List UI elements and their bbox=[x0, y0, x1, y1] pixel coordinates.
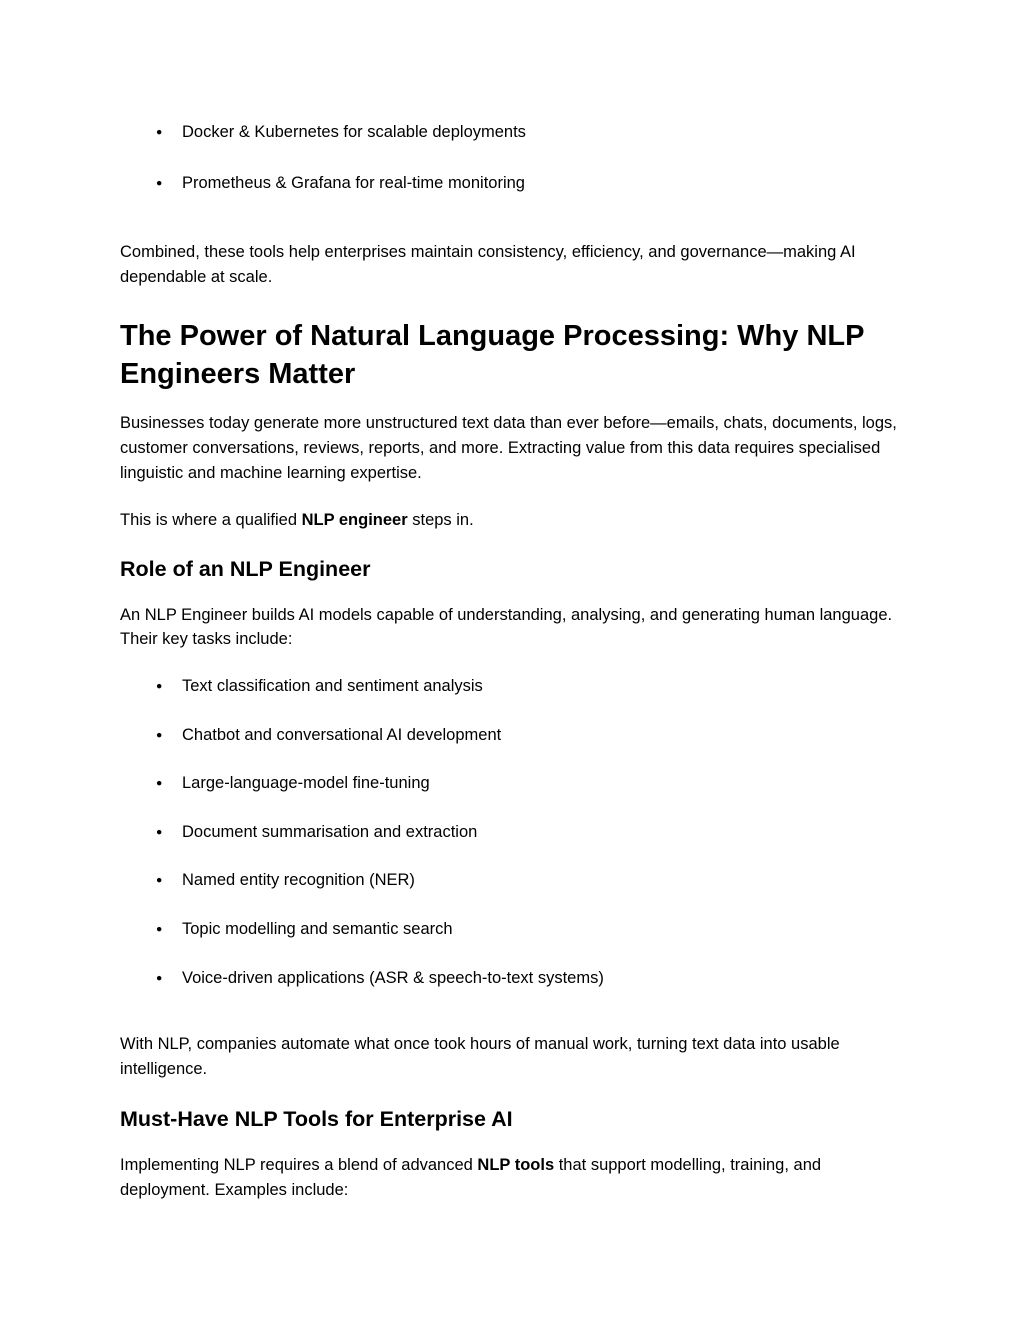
paragraph-qualified bbox=[120, 508, 904, 533]
list-item-text: Document summarisation and extraction bbox=[182, 822, 478, 841]
bullet-icon bbox=[156, 868, 168, 893]
bullet-icon bbox=[156, 917, 168, 942]
list-item bbox=[182, 120, 904, 145]
paragraph-qualified-post: steps in. bbox=[407, 511, 474, 530]
list-item bbox=[182, 966, 904, 991]
list-item-text: Text classification and sentiment analysis bbox=[182, 676, 483, 695]
bullet-icon bbox=[156, 771, 168, 796]
deployment-tools-list bbox=[120, 120, 904, 195]
list-item bbox=[182, 771, 904, 796]
bullet-icon bbox=[156, 674, 168, 699]
list-item-text: Named entity recognition (NER) bbox=[182, 871, 415, 890]
list-item-text: Voice-driven applications (ASR & speech-to-text systems) bbox=[182, 968, 604, 987]
list-item bbox=[182, 723, 904, 748]
bullet-icon bbox=[156, 966, 168, 991]
paragraph-qualified-pre: This is where a qualified bbox=[120, 511, 302, 530]
list-item bbox=[182, 171, 904, 196]
paragraph-role-intro: An NLP Engineer builds AI models capable of understanding, analysing, and generating human language. Their key tasks include: bbox=[120, 605, 893, 649]
main-heading: The Power of Natural Language Processing: Why NLP Engineers Matter bbox=[120, 320, 864, 391]
section-heading-role: Role of an NLP Engineer bbox=[120, 556, 371, 581]
bullet-icon bbox=[156, 171, 168, 196]
paragraph-combined: Combined, these tools help enterprises maintain consistency, efficiency, and governance—making AI dependable at scale. bbox=[120, 243, 856, 286]
list-item-text: Large-language-model fine-tuning bbox=[182, 774, 430, 793]
paragraph-tools-intro-bold: NLP tools bbox=[477, 1156, 555, 1175]
list-item-text: Docker & Kubernetes for scalable deployments bbox=[182, 123, 526, 141]
bullet-icon bbox=[156, 120, 168, 145]
list-item-text: Chatbot and conversational AI development bbox=[182, 725, 502, 744]
list-item-text: Prometheus & Grafana for real-time monitoring bbox=[182, 173, 525, 192]
paragraph-tools-intro-pre: Implementing NLP requires a blend of advanced bbox=[120, 1156, 478, 1175]
list-item-text: Topic modelling and semantic search bbox=[182, 919, 453, 938]
paragraph-tools-intro-post: that support modelling, training, and deployment. Examples include: bbox=[120, 1156, 822, 1199]
paragraph-qualified-bold: NLP engineer bbox=[301, 511, 408, 530]
section-heading-tools: Must-Have NLP Tools for Enterprise AI bbox=[120, 1107, 513, 1132]
paragraph-with-nlp: With NLP, companies automate what once took hours of manual work, turning text data into usable intelligence. bbox=[120, 1035, 840, 1078]
bullet-icon bbox=[156, 723, 168, 748]
nlp-tasks-list bbox=[120, 674, 904, 990]
bullet-icon bbox=[156, 820, 168, 845]
paragraph-tools-intro bbox=[120, 1153, 904, 1202]
paragraph-businesses: Businesses today generate more unstructured text data than ever before—emails, chats, documents, logs, customer conversations, reviews, reports, and more. Extracting value from this data requires specialised linguistic and machine learning expertise. bbox=[120, 414, 897, 482]
list-item bbox=[182, 674, 904, 699]
list-item bbox=[182, 917, 904, 942]
list-item bbox=[182, 868, 904, 893]
list-item bbox=[182, 820, 904, 845]
